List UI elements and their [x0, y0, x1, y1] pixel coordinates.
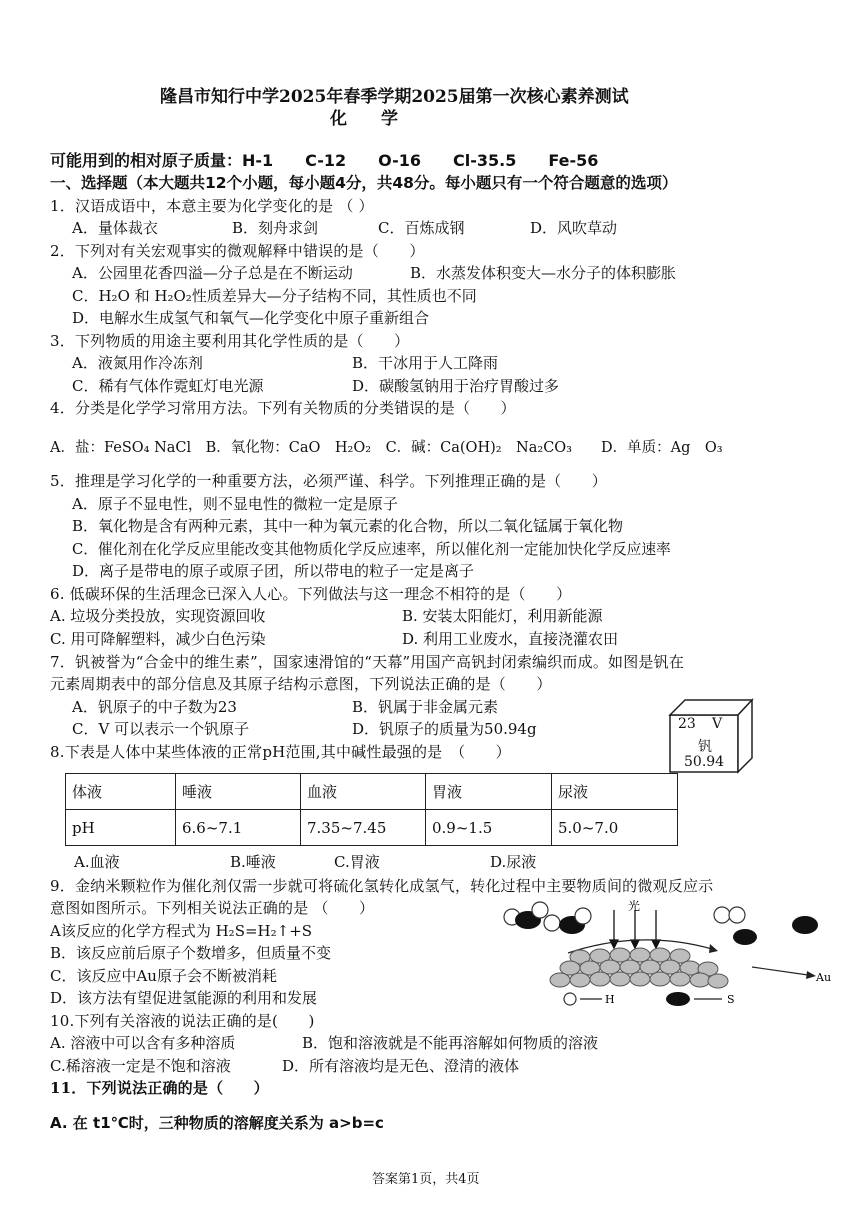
- sulfur-atom: [733, 929, 757, 945]
- q9-option-a: A该反应的化学方程式为 H₂S=H₂↑+S: [50, 922, 313, 940]
- au-pointer: [752, 967, 808, 975]
- table-cell: 6.6~7.1: [176, 810, 301, 846]
- q10-option-a: A. 溶液中可以含有多种溶质: [50, 1034, 236, 1052]
- q5-stem: 5．推理是学习化学的一种重要方法，必须严谨、科学。下列推理正确的是（ ）: [50, 472, 607, 490]
- q2-option-c: C．H₂O 和 H₂O₂性质差异大—分子结构不同，其性质也不同: [72, 287, 477, 305]
- ph-table: [65, 773, 678, 846]
- q10-option-d: D．所有溶液均是无色、澄清的液体: [282, 1057, 520, 1075]
- h2-molecule: [714, 907, 745, 923]
- legend-s-icon: [666, 992, 690, 1006]
- element-name: 钒: [698, 739, 712, 755]
- q5-option-c: C．催化剂在化学反应里能改变其他物质化学反应速率，所以催化剂一定能加快化学反应速率: [72, 541, 671, 558]
- q7-option-b: B．钒属于非金属元素: [352, 698, 499, 716]
- q5-option-b: B．氧化物是含有两种元素，其中一种为氧元素的化合物，所以二氧化锰属于氧化物: [72, 517, 624, 535]
- q8-option-d: D.尿液: [490, 853, 537, 871]
- q11-stem: 11．下列说法正确的是（ ）: [50, 1079, 269, 1097]
- q2-option-d: D．电解水生成氢气和氧气—化学变化中原子重新组合: [72, 309, 430, 327]
- au-label: Au: [816, 971, 832, 984]
- page-footer: 答案第1页，共4页: [372, 1172, 480, 1187]
- gold-nanoparticle-cluster: [550, 948, 728, 988]
- q10-stem: 10.下列有关溶液的说法正确的是( ): [50, 1012, 315, 1030]
- q9-option-c: C．该反应中Au原子会不断被消耗: [50, 967, 277, 985]
- q3-option-a: A．液氮用作冷冻剂: [72, 354, 203, 372]
- q6-option-b: B. 安装太阳能灯，利用新能源: [402, 607, 603, 625]
- q9-option-b: B．该反应前后原子个数增多，但质量不变: [50, 944, 332, 962]
- exam-subject: 化 学: [330, 109, 398, 129]
- q6-option-c: C. 用可降解塑料，减少白色污染: [50, 630, 266, 648]
- sulfur-atom: [792, 916, 818, 934]
- q1-option-a: A．量体裁衣: [72, 219, 158, 237]
- q1-option-d: D．风吹草动: [530, 219, 618, 237]
- element-symbol: V: [712, 716, 723, 732]
- q7-option-c: C．V 可以表示一个钒原子: [72, 720, 250, 738]
- q9-stem-line1: 9．金纳米颗粒作为催化剂仅需一步就可将硫化氢转化成氢气，转化过程中主要物质间的微观反应示: [50, 877, 714, 895]
- q7-stem-line2: 元素周期表中的部分信息及其原子结构示意图，下列说法正确的是（ ）: [50, 675, 552, 693]
- reaction-diagram: [490, 895, 840, 1010]
- q1-option-c: C．百炼成钢: [378, 219, 465, 237]
- legend-s-label: S: [727, 993, 735, 1006]
- q4-options: A．盐：FeSO₄ NaCl B．氧化物：CaO H₂O₂ C．碱：Ca(OH)₂ Na₂CO₃ D．单质：Ag O₃: [50, 440, 723, 456]
- q8-option-a: A.血液: [74, 853, 120, 871]
- q11-option-a: A. 在 t1℃时，三种物质的溶解度关系为 a>b=c: [50, 1114, 384, 1132]
- q6-option-a: A. 垃圾分类投放，实现资源回收: [50, 607, 266, 625]
- element-mass: 50.94: [684, 754, 725, 770]
- table-row: [66, 774, 678, 810]
- q10-option-b: B．饱和溶液就是不能再溶解如何物质的溶液: [302, 1034, 599, 1052]
- q1-option-b: B．刻舟求剑: [232, 219, 319, 237]
- q9-stem-line2: 意图如图所示。下列相关说法正确的是 （ ）: [50, 899, 375, 917]
- table-header-cell: 体液: [66, 774, 176, 810]
- table-header-cell: 唾液: [176, 774, 301, 810]
- table-cell: 7.35~7.45: [301, 810, 426, 846]
- q2-option-b: B．水蒸发体积变大—水分子的体积膨胀: [410, 264, 677, 282]
- q7-option-a: A．钒原子的中子数为23: [72, 698, 237, 716]
- legend-h-label: H: [605, 993, 615, 1006]
- q5-option-d: D．离子是带电的原子或原子团，所以带电的粒子一定是离子: [72, 562, 475, 580]
- q3-option-b: B．干冰用于人工降雨: [352, 354, 499, 372]
- q10-option-c: C.稀溶液一定是不饱和溶液: [50, 1057, 231, 1075]
- table-cell: pH: [66, 810, 176, 846]
- q2-option-a: A．公园里花香四溢—分子总是在不断运动: [72, 264, 353, 282]
- q2-stem: 2．下列对有关宏观事实的微观解释中错误的是（ ）: [50, 242, 425, 260]
- atomic-masses: 可能用到的相对原子质量：H-1 C-12 O-16 Cl-35.5 Fe-56: [50, 151, 599, 170]
- exam-title: 隆昌市知行中学2025年春季学期2025届第一次核心素养测试: [160, 87, 629, 107]
- q6-stem: 6. 低碳环保的生活理念已深入人心。下列做法与这一理念不相符的是（ ）: [50, 585, 572, 603]
- h2s-molecule-1: [504, 902, 548, 929]
- legend-h-icon: [564, 993, 576, 1005]
- q4-stem: 4．分类是化学学习常用方法。下列有关物质的分类错误的是（ ）: [50, 399, 516, 417]
- q9-option-d: D．该方法有望促进氢能源的利用和发展: [50, 989, 318, 1007]
- q8-stem: 8.下表是人体中某些体液的正常pH范围,其中碱性最强的是 （ ）: [50, 743, 511, 761]
- q6-option-d: D. 利用工业废水，直接浇灌农田: [402, 630, 619, 648]
- element-number: 23: [678, 716, 696, 732]
- q3-stem: 3．下列物质的用途主要利用其化学性质的是（ ）: [50, 332, 410, 350]
- light-label: 光: [628, 899, 641, 913]
- table-header-cell: 胃液: [426, 774, 552, 810]
- q1-stem: 1．汉语成语中，本意主要为化学变化的是 （ ）: [50, 197, 374, 215]
- h2s-molecule-2: [544, 908, 591, 934]
- q8-option-b: B.唾液: [230, 853, 276, 871]
- table-header-cell: 尿液: [552, 774, 678, 810]
- table-cell: 0.9~1.5: [426, 810, 552, 846]
- q7-stem-line1: 7．钒被誉为“合金中的维生素”，国家速滑馆的“天幕”用国产高钒封闭索编织而成。如图是钒在: [50, 653, 685, 671]
- q3-option-d: D．碳酸氢钠用于治疗胃酸过多: [352, 377, 560, 395]
- q8-option-c: C.胃液: [334, 853, 380, 871]
- section-heading: 一、选择题（本大题共12个小题，每小题4分，共48分。每小题只有一个符合题意的选项）: [50, 174, 678, 192]
- q3-option-c: C．稀有气体作霓虹灯电光源: [72, 377, 264, 395]
- q7-option-d: D．钒原子的质量为50.94g: [352, 720, 537, 738]
- q5-option-a: A．原子不显电性，则不显电性的微粒一定是原子: [72, 495, 398, 513]
- table-header-cell: 血液: [301, 774, 426, 810]
- table-cell: 5.0~7.0: [552, 810, 678, 846]
- table-row: [66, 810, 678, 846]
